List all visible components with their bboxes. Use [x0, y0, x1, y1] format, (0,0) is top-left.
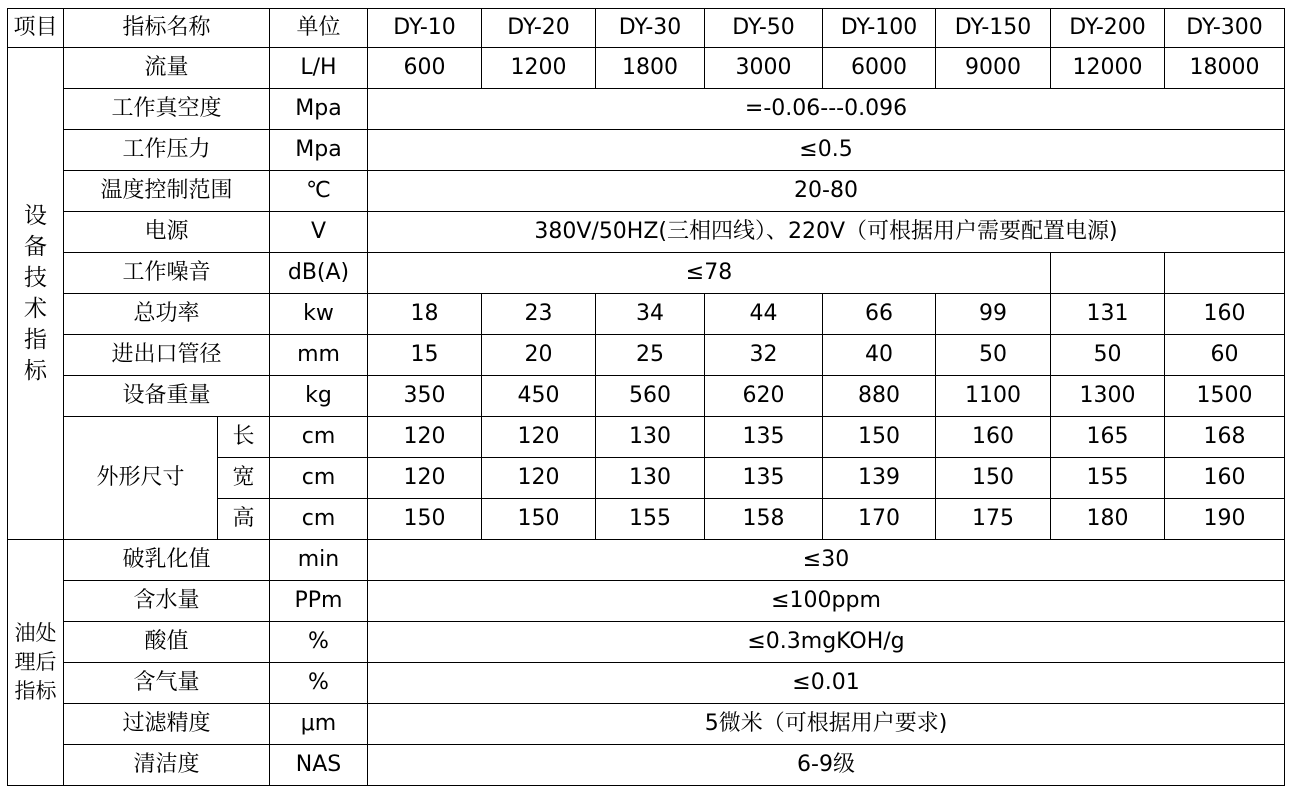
- header-row: [8, 9, 1285, 48]
- row-name: 工作真空度: [64, 89, 270, 130]
- header-item: 项目: [8, 9, 64, 48]
- cell-value: 120: [368, 458, 482, 499]
- cell-value: 160: [1165, 294, 1285, 335]
- row-unit: cm: [270, 499, 368, 540]
- cell-value-merged: ≤0.3mgKOH/g: [368, 622, 1285, 663]
- cell-value-merged: 5微米（可根据用户要求): [368, 704, 1285, 745]
- row-name: 流量: [64, 48, 270, 89]
- row-unit: NAS: [270, 745, 368, 786]
- header-model: DY-10: [368, 9, 482, 48]
- cell-value-merged: ≤78: [368, 253, 1051, 294]
- table-row: [8, 171, 1285, 212]
- header-model: DY-20: [482, 9, 596, 48]
- row-name: 含气量: [64, 663, 270, 704]
- cell-value: 450: [482, 376, 596, 417]
- cell-value: 600: [368, 48, 482, 89]
- row-name: 进出口管径: [64, 335, 270, 376]
- table-row: [8, 294, 1285, 335]
- row-unit: %: [270, 622, 368, 663]
- row-unit: dB(A): [270, 253, 368, 294]
- cell-value-merged: 20-80: [368, 171, 1285, 212]
- row-name-dimensions: 外形尺寸: [64, 417, 218, 540]
- row-name: 工作压力: [64, 130, 270, 171]
- table-row: [8, 89, 1285, 130]
- cell-value: 12000: [1051, 48, 1165, 89]
- row-name: 清洁度: [64, 745, 270, 786]
- row-unit: mm: [270, 335, 368, 376]
- header-model: DY-150: [936, 9, 1051, 48]
- table-row: [8, 704, 1285, 745]
- cell-value: 18: [368, 294, 482, 335]
- cell-value: 120: [482, 458, 596, 499]
- row-unit: Mpa: [270, 89, 368, 130]
- cell-value: 160: [936, 417, 1051, 458]
- header-model: DY-300: [1165, 9, 1285, 48]
- cell-value: 50: [1051, 335, 1165, 376]
- row-name: 温度控制范围: [64, 171, 270, 212]
- header-model: DY-50: [705, 9, 823, 48]
- cell-value: 50: [936, 335, 1051, 376]
- table-row: [8, 376, 1285, 417]
- table-row: [8, 212, 1285, 253]
- cell-value: 160: [1165, 458, 1285, 499]
- cell-value: 66: [823, 294, 936, 335]
- cell-value: 40: [823, 335, 936, 376]
- cell-value: 1200: [482, 48, 596, 89]
- header-name: 指标名称: [64, 9, 270, 48]
- cell-value: 135: [705, 458, 823, 499]
- cell-value: 1500: [1165, 376, 1285, 417]
- cell-value: 18000: [1165, 48, 1285, 89]
- dim-label-height: 高: [218, 499, 270, 540]
- cell-value-merged: ≤30: [368, 540, 1285, 581]
- row-unit: kw: [270, 294, 368, 335]
- cell-value: 120: [482, 417, 596, 458]
- table-row: [8, 48, 1285, 89]
- cell-value: 150: [936, 458, 1051, 499]
- row-name: 总功率: [64, 294, 270, 335]
- cell-empty: [1165, 253, 1285, 294]
- row-unit: %: [270, 663, 368, 704]
- cell-value: 139: [823, 458, 936, 499]
- cell-value: 20: [482, 335, 596, 376]
- cell-value: 23: [482, 294, 596, 335]
- cell-value: 131: [1051, 294, 1165, 335]
- row-unit: V: [270, 212, 368, 253]
- cell-value: 350: [368, 376, 482, 417]
- cell-value: 168: [1165, 417, 1285, 458]
- cell-value: 1300: [1051, 376, 1165, 417]
- table-row: [8, 417, 1285, 458]
- cell-value: 180: [1051, 499, 1165, 540]
- cell-value: 120: [368, 417, 482, 458]
- cell-value-merged: 6-9级: [368, 745, 1285, 786]
- row-name: 破乳化值: [64, 540, 270, 581]
- cell-value: 560: [596, 376, 705, 417]
- group-equipment-specs: 设 备 技 术 指 标: [8, 48, 64, 540]
- row-name: 电源: [64, 212, 270, 253]
- table-row: [8, 663, 1285, 704]
- row-unit: PPm: [270, 581, 368, 622]
- header-unit: 单位: [270, 9, 368, 48]
- row-unit: kg: [270, 376, 368, 417]
- cell-value: 150: [482, 499, 596, 540]
- cell-value: 6000: [823, 48, 936, 89]
- table-row: [8, 622, 1285, 663]
- row-name: 工作噪音: [64, 253, 270, 294]
- cell-value: 150: [368, 499, 482, 540]
- spec-table: [7, 8, 1285, 786]
- cell-value: 25: [596, 335, 705, 376]
- cell-value: 99: [936, 294, 1051, 335]
- cell-value: 155: [596, 499, 705, 540]
- cell-value: 135: [705, 417, 823, 458]
- cell-value: 158: [705, 499, 823, 540]
- row-unit: Mpa: [270, 130, 368, 171]
- row-name: 含水量: [64, 581, 270, 622]
- cell-value: 130: [596, 458, 705, 499]
- table-row: [8, 335, 1285, 376]
- table-row: [8, 581, 1285, 622]
- cell-empty: [1051, 253, 1165, 294]
- dim-label-width: 宽: [218, 458, 270, 499]
- cell-value: 155: [1051, 458, 1165, 499]
- row-unit: min: [270, 540, 368, 581]
- header-model: DY-30: [596, 9, 705, 48]
- row-name: 过滤精度: [64, 704, 270, 745]
- cell-value: 170: [823, 499, 936, 540]
- cell-value-merged: ≤100ppm: [368, 581, 1285, 622]
- cell-value: 44: [705, 294, 823, 335]
- cell-value: 150: [823, 417, 936, 458]
- table-row: [8, 130, 1285, 171]
- row-unit: μm: [270, 704, 368, 745]
- cell-value: 1800: [596, 48, 705, 89]
- header-model: DY-100: [823, 9, 936, 48]
- cell-value: 1100: [936, 376, 1051, 417]
- table-row: [8, 253, 1285, 294]
- cell-value-merged: 380V/50HZ(三相四线）、220V（可根据用户需要配置电源): [368, 212, 1285, 253]
- cell-value: 175: [936, 499, 1051, 540]
- cell-value: 165: [1051, 417, 1165, 458]
- cell-value-merged: =-0.06---0.096: [368, 89, 1285, 130]
- group-oil-treatment: 油处 理后 指标: [8, 540, 64, 786]
- row-name: 设备重量: [64, 376, 270, 417]
- cell-value: 130: [596, 417, 705, 458]
- cell-value-merged: ≤0.01: [368, 663, 1285, 704]
- row-name: 酸值: [64, 622, 270, 663]
- table-row: [8, 540, 1285, 581]
- cell-value: 190: [1165, 499, 1285, 540]
- cell-value: 34: [596, 294, 705, 335]
- row-unit: L/H: [270, 48, 368, 89]
- cell-value: 620: [705, 376, 823, 417]
- cell-value: 60: [1165, 335, 1285, 376]
- header-model: DY-200: [1051, 9, 1165, 48]
- row-unit: cm: [270, 458, 368, 499]
- cell-value: 32: [705, 335, 823, 376]
- cell-value: 3000: [705, 48, 823, 89]
- cell-value: 9000: [936, 48, 1051, 89]
- cell-value: 15: [368, 335, 482, 376]
- dim-label-length: 长: [218, 417, 270, 458]
- row-unit: ℃: [270, 171, 368, 212]
- table-row: [8, 745, 1285, 786]
- cell-value-merged: ≤0.5: [368, 130, 1285, 171]
- row-unit: cm: [270, 417, 368, 458]
- cell-value: 880: [823, 376, 936, 417]
